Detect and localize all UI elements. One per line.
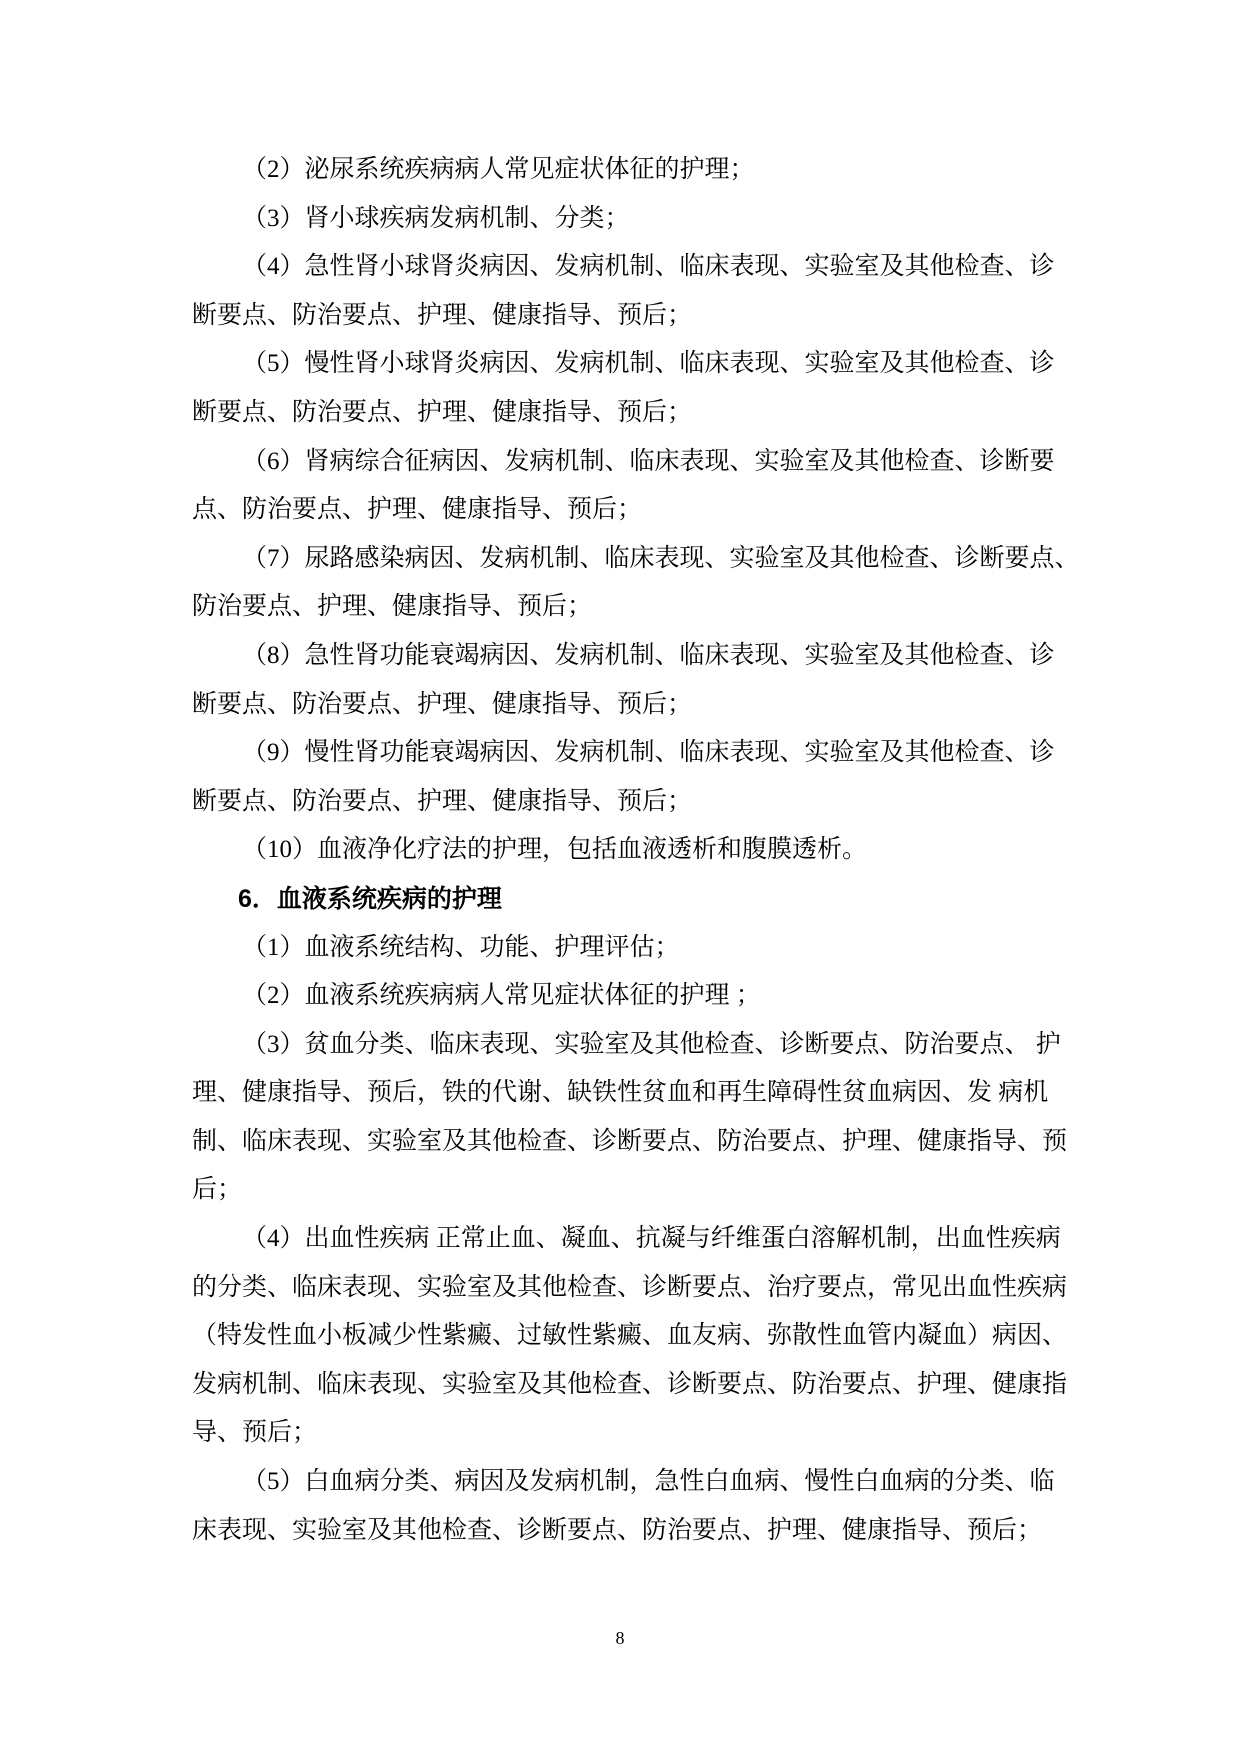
text-line: （2）血液系统疾病病人常见症状体征的护理 ； (242, 982, 761, 1010)
text-line: （8）急性肾功能衰竭病因、发病机制、临床表现、实验室及其他检查、诊 (242, 641, 1055, 669)
document-body (192, 146, 1080, 1555)
page-number: 8 (615, 1628, 625, 1648)
text-line: 断要点、防治要点、护理、健康指导、预后； (192, 690, 693, 718)
text-line: 断要点、防治要点、护理、健康指导、预后； (192, 398, 693, 426)
text-line: 发病机制、临床表现、实验室及其他检查、诊断要点、防治要点、护理、健康指 (192, 1370, 1068, 1398)
section-heading: 6．血液系统疾病的护理 (238, 884, 502, 913)
text-line: 制、临床表现、实验室及其他检查、诊断要点、防治要点、护理、健康指导、预 (192, 1127, 1068, 1155)
text-line: （3）肾小球疾病发病机制、分类； (242, 204, 630, 232)
text-line: 的分类、临床表现、实验室及其他检查、诊断要点、治疗要点，常见出血性疾病 (192, 1273, 1068, 1301)
text-line: （6）肾病综合征病因、发病机制、临床表现、实验室及其他检查、诊断要 (242, 447, 1055, 475)
text-line: （5）慢性肾小球肾炎病因、发病机制、临床表现、实验室及其他检查、诊 (242, 350, 1055, 378)
text-line: 导、预后； (192, 1419, 318, 1447)
text-line: 后； (192, 1176, 243, 1204)
text-line: 断要点、防治要点、护理、健康指导、预后； (192, 787, 693, 815)
text-line: （9）慢性肾功能衰竭病因、发病机制、临床表现、实验室及其他检查、诊 (242, 739, 1055, 767)
text-line: （1）血液系统结构、功能、护理评估； (242, 933, 680, 961)
text-line: （2）泌尿系统疾病病人常见症状体征的护理； (242, 156, 755, 183)
text-line: （特发性血小板减少性紫癜、过敏性紫癜、血友病、弥散性血管内凝血）病因、 (192, 1322, 1068, 1350)
text-line: （10）血液净化疗法的护理，包括血液透析和腹膜透析。 (242, 836, 868, 864)
text-line: 床表现、实验室及其他检查、诊断要点、防治要点、护理、健康指导、预后； (192, 1516, 1043, 1544)
text-line: 断要点、防治要点、护理、健康指导、预后； (192, 301, 693, 329)
text-line: （7）尿路感染病因、发病机制、临床表现、实验室及其他检查、诊断要点、 (242, 544, 1080, 572)
text-line: （4）出血性疾病 正常止血、凝血、抗凝与纤维蛋白溶解机制，出血性疾病 (242, 1225, 1061, 1253)
text-line: （3）贫血分类、临床表现、实验室及其他检查、诊断要点、防治要点、 护 (242, 1030, 1061, 1058)
text-line: （4）急性肾小球肾炎病因、发病机制、临床表现、实验室及其他检查、诊 (242, 253, 1055, 281)
text-line: 防治要点、护理、健康指导、预后； (192, 593, 593, 621)
text-line: 理、健康指导、预后，铁的代谢、缺铁性贫血和再生障碍性贫血病因、发 病机 (192, 1079, 1049, 1107)
text-line: （5）白血病分类、病因及发病机制，急性白血病、慢性白血病的分类、临 (242, 1468, 1055, 1496)
text-line: 点、防治要点、护理、健康指导、预后； (192, 496, 643, 524)
